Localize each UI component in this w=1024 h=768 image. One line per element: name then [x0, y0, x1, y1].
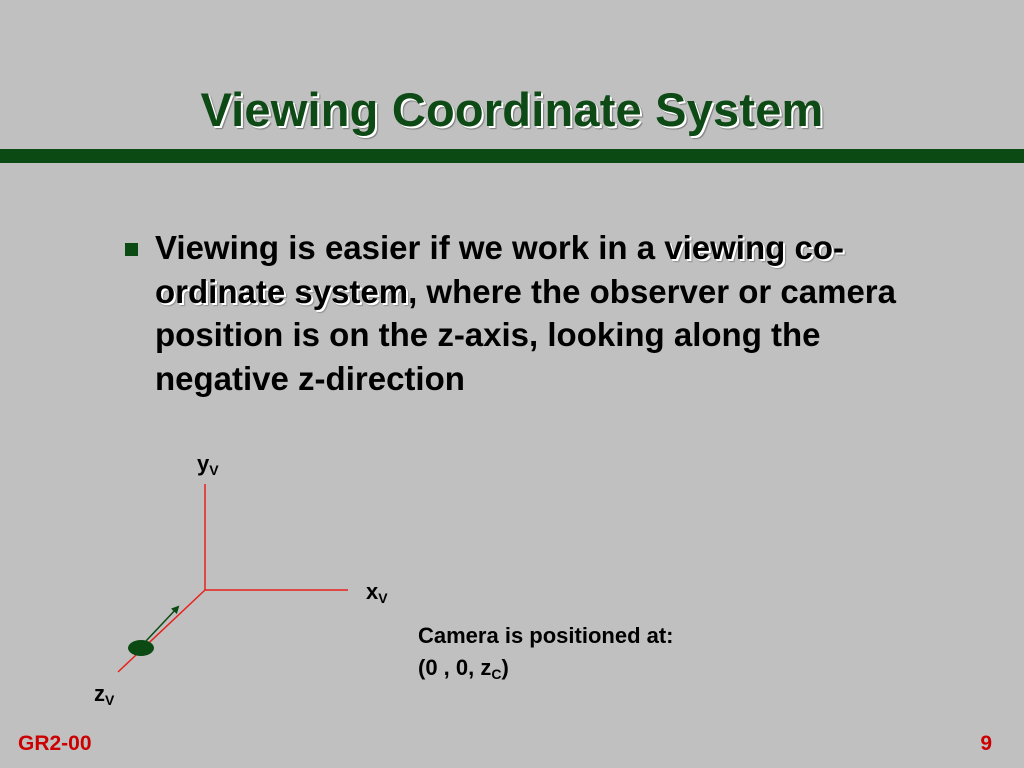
y-axis-label-main: y [197, 451, 210, 476]
z-axis-label-main: z [94, 681, 105, 706]
caption-coords-prefix: (0 , 0, z [418, 655, 492, 680]
bullet-text-start: Viewing is easier if we work in a [155, 229, 665, 266]
y-axis-label-sub: V [209, 462, 219, 478]
x-axis-label-sub: V [378, 590, 388, 606]
z-axis-line [118, 590, 205, 672]
caption-coords-suffix: ) [501, 655, 509, 680]
caption-line-1: Camera is positioned at: [418, 623, 674, 648]
z-axis-label [94, 682, 114, 712]
square-bullet-icon [125, 243, 138, 256]
footer-course-code: GR2-00 [18, 732, 92, 755]
bullet-text [155, 226, 915, 400]
x-axis-label-main: x [366, 579, 379, 604]
view-direction-arrow [146, 607, 178, 641]
caption-coords-sub: C [491, 666, 502, 682]
slide-title: Viewing Coordinate System [200, 83, 824, 136]
bullet-text-end: , where the observer or camera position is on the z-axis, looking along the negative z-direction [155, 272, 896, 397]
y-axis-label [197, 452, 219, 482]
footer-page-number: 9 [980, 732, 992, 755]
caption-line-2 [418, 652, 674, 690]
camera-marker [128, 640, 154, 656]
camera-position-caption [418, 620, 674, 690]
title-underline-bar [0, 149, 1024, 163]
x-axis-label [366, 580, 388, 610]
z-axis-label-sub: V [105, 692, 115, 708]
bullet-emphasis: viewing co-ordinate system [155, 229, 844, 310]
